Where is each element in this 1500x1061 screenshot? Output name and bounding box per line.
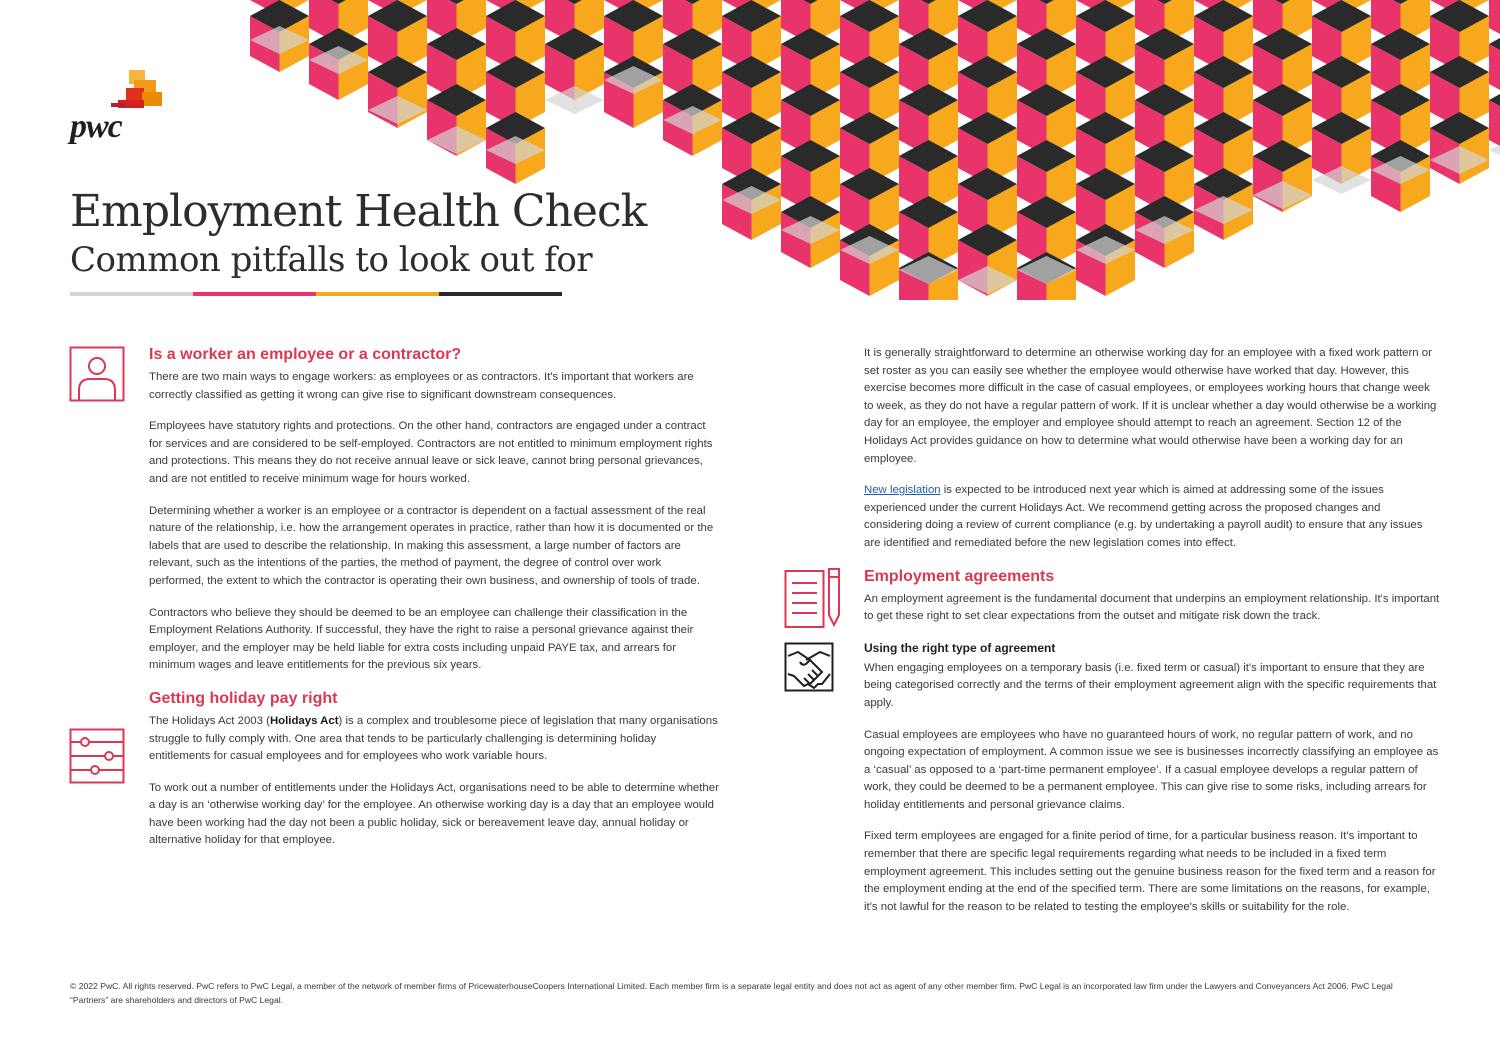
holiday-text: is expected to be introduced next year which is aimed at addressing some of the issues experienced under the current Holidays Act. We recommend getting across the proposed changes and considering doing a review of current compliance (e.g. by undertaking a payroll audit) to ensure that any issues are identified and remediated before the new legislation comes into effect. bbox=[864, 484, 1423, 549]
pattern-face-pink bbox=[1489, 0, 1500, 44]
right-column bbox=[864, 345, 1440, 930]
title-underline bbox=[70, 292, 562, 296]
page-subtitle: Common pitfalls to look out for bbox=[70, 240, 593, 280]
agreements-paragraph: When engaging employees on a temporary basis (i.e. fixed term or casual) it's important to ensure that they are being categorised correctly and the terms of their employment agreement align with the specific requirements that apply. bbox=[864, 661, 1437, 709]
contractor-paragraph: Determining whether a worker is an employee or a contractor is dependent on a factual assessment of the real nature of the relationship, i.e. how the arrangement operates in practice, rather than how it is documented or the labels that are used to describe the relationship. In making this assessment, a large number of factors are relevant, such as the intentions of the parties, the method of payment, the degree of control over work performed, the extent to which the contractor is operating their own business, and ownership of tools of trade. bbox=[149, 504, 714, 587]
new-legislation-link[interactable]: New legislation bbox=[864, 484, 941, 497]
contractor-paragraph: Employees have statutory rights and protections. On the other hand, contractors are engaged under a contract for services and are considered to be self-employed. Contractors are not entitled to minimum employment rights and protections. This means they do not receive annual leave or sick leave, cannot bring personal grievances, and are not entitled to receive minimum wage for hours worked. bbox=[149, 420, 713, 485]
pattern-shadow bbox=[545, 86, 604, 114]
holiday-paragraph: To work out a number of entitlements under the Holidays Act, organisations need to be able to determine whether a day is an ‘otherwise working day’ for the employee. An otherwise working day is a day that an employee would have been working had the day not been a public holiday, sick or bereavement leave day, annual holiday or alternative holiday for that employee. bbox=[149, 781, 719, 847]
agreements-paragraph: Fixed term employees are engaged for a finite period of time, for a particular business reason. It's important to remember that there are specific legal requirements regarding what needs to be included in a fixed term employment agreement. This includes setting out the genuine business reason for the fixed term and a reason for the employment ending at the end of the specified term. There are some limitations on the reasons, for example, it's not lawful for the reason to be related to testing the employee's skills or suitability for the role. bbox=[864, 830, 1436, 913]
holidays-act-term: Holidays Act bbox=[269, 714, 339, 727]
agreements-paragraph: An employment agreement is the fundamental document that underpins an employment relationship. It's important to get these right to set clear expectations from the outset and mitigate risk down the track. bbox=[864, 592, 1440, 623]
pwc-logo bbox=[68, 70, 168, 145]
holiday-paragraph bbox=[864, 482, 1440, 552]
contractor-heading: Is a worker an employee or a contractor? bbox=[149, 346, 462, 363]
contractor-paragraph: Contractors who believe they should be deemed to be an employee can challenge their classification in the Employment Relations Authority. If successful, they have the right to raise a personal grievance against their employer, and the employer may be held liable for extra costs including unpaid PAYE tax, and arrears for minimum wages and leave entitlements for the previous six years. bbox=[149, 606, 694, 672]
person-icon bbox=[69, 346, 125, 402]
agreements-heading: Employment agreements bbox=[864, 567, 1055, 585]
holiday-heading: Getting holiday pay right bbox=[149, 689, 338, 707]
logo-wordmark: pwc bbox=[70, 108, 122, 145]
document-pen-icon bbox=[784, 567, 844, 629]
holiday-section bbox=[149, 689, 719, 850]
pattern-face-pink bbox=[1489, 44, 1500, 100]
holiday-paragraph bbox=[149, 713, 719, 766]
handshake-icon bbox=[784, 642, 834, 692]
copyright-footer: © 2022 PwC. All rights reserved. PwC refers to PwC Legal, a member of the network of member firms of PricewaterhouseCoopers International Limited. Each member firm is a separate legal entity and does not act as agent of any other member firm. PwC Legal is an incorporated law firm under the Lawyers and Conveyancers Act 2006. PwC Legal “Partners” are shareholders and directors of PwC Legal. bbox=[70, 981, 1393, 1005]
sliders-icon bbox=[69, 728, 125, 784]
agreement-type-subheading: Using the right type of agreement bbox=[864, 640, 1056, 655]
holiday-text: ) is a complex and troublesome piece of legislation that many organisations struggle to fully comply with. One area that tends to be particularly challenging is determining holiday entitlements for casual employees and for employees who work variable hours. bbox=[149, 714, 718, 763]
agreements-paragraph: Casual employees are employees who have no guaranteed hours of work, no regular pattern of work, and no ongoing expectation of employment. A common issue we see is businesses incorrectly classifying an employee as a ‘casual’ as opposed to a ‘part-time permanent employee’. If a casual employee develops a regular pattern of work, they could be deemed to be a permanent employee. This can give rise to some risks, including arrears for holiday entitlements and personal grievance claims. bbox=[864, 728, 1439, 811]
holiday-paragraph: It is generally straightforward to determine an otherwise working day for an employee with a fixed work pattern or set roster as you can easily see whether the employee would otherwise have worked that day. However, this exercise becomes more difficult in the case of casual employees, or employees working hours that change week to week, as they do not have a regular pattern of work. If it is unclear whether a day would otherwise be a working day for an employee, the employer and employee should attempt to reach an agreement. Section 12 of the Holidays Act provides guidance on how to determine what would otherwise have been a working day for an employee. bbox=[864, 347, 1437, 465]
contractor-section bbox=[149, 345, 719, 675]
page-title: Employment Health Check bbox=[70, 186, 647, 237]
agreements-section bbox=[864, 567, 1440, 917]
holiday-text: The Holidays Act 2003 ( bbox=[149, 714, 270, 727]
left-column bbox=[149, 345, 719, 864]
contractor-paragraph: There are two main ways to engage workers: as employees or as contractors. It's important that workers are correctly classified as getting it wrong can give rise to significant downstream consequences. bbox=[149, 371, 694, 401]
